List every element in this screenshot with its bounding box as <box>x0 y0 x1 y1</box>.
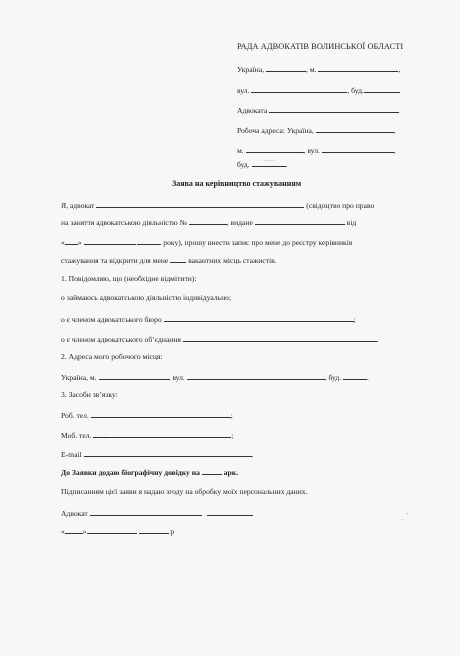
consent-line: Підписанням цієї заяви я надаю згоду на обробку моїх персональних даних. <box>61 487 308 496</box>
section-1-heading: 1. Повідомляю, що (необхідне відмітити): <box>61 274 197 283</box>
blank-work-phone[interactable] <box>91 409 231 418</box>
blank-email[interactable] <box>84 448 252 457</box>
option-individual[interactable]: о займаюсь адвокатською діяльністю індивідуально; <box>61 293 232 302</box>
blank-work-region[interactable] <box>316 124 394 133</box>
blank-month[interactable] <box>84 236 136 245</box>
email-line: E-mail . <box>61 450 254 459</box>
header-work-building-line: буд. . <box>237 160 288 169</box>
blank-association-name[interactable] <box>183 333 377 342</box>
blank-year[interactable] <box>137 236 161 245</box>
blank-workplace-city[interactable] <box>99 371 169 380</box>
date-line: « » р <box>61 527 175 536</box>
blank-city[interactable] <box>318 63 398 72</box>
blank-pages[interactable] <box>202 466 222 475</box>
blank-certificate-no[interactable] <box>189 216 227 225</box>
blank-region[interactable] <box>266 63 306 72</box>
work-phone-line: Роб. тел. ; <box>61 411 233 420</box>
mobile-phone-line: Моб. тел. ; <box>61 431 234 440</box>
section-2-heading: 2. Адреса мого робочого місця: <box>61 352 163 361</box>
blank-sign-year[interactable] <box>139 525 169 534</box>
blank-work-city[interactable] <box>246 144 304 153</box>
blank-bureau-name[interactable] <box>164 313 354 322</box>
blank-lawyer-name[interactable] <box>269 104 399 113</box>
blank-signature-name[interactable] <box>90 507 202 516</box>
blank-vacancies-count[interactable] <box>170 254 186 263</box>
signature-line: Адвокат <box>61 507 253 519</box>
blank-work-street[interactable] <box>322 144 394 153</box>
form-title: Заява на керівництво стажуванням <box>172 179 302 188</box>
blank-full-name[interactable] <box>96 199 304 208</box>
section-3-heading: 3. Засоби зв’язку: <box>61 390 118 399</box>
workplace-address-line: Україна, м. , вул. , буд. . <box>61 373 369 382</box>
option-association[interactable]: о є членом адвокатського об’єднання . <box>61 335 379 344</box>
blank-issued-by[interactable] <box>255 216 345 225</box>
blank-day[interactable] <box>65 236 78 245</box>
blank-mobile-phone[interactable] <box>93 429 231 438</box>
header-street-line: вул. , буд. <box>237 84 400 96</box>
blank-sign-month[interactable] <box>87 525 137 534</box>
header-lawyer-line: Адвоката <box>237 104 399 116</box>
blank-building[interactable] <box>364 84 400 93</box>
blank-sign-day[interactable] <box>65 525 83 534</box>
date-request-line: « » року), прошу внести запис про мене до реєстру керівників <box>61 238 353 247</box>
header-work-city-line: м. , вул. , <box>237 146 396 155</box>
vacancies-line: стажування та відкрити для мене вакантних місць стажистів. <box>61 256 277 265</box>
option-bureau[interactable]: о є членом адвокатського бюро ; <box>61 315 356 324</box>
attachment-line: До Заявки додаю біографічну довідку на арк. <box>61 468 238 477</box>
blank-street[interactable] <box>251 84 347 93</box>
header-work-address-line: Робоча адреса: Україна, , <box>237 126 396 135</box>
blank-workplace-building[interactable] <box>343 371 367 380</box>
blank-workplace-street[interactable] <box>187 371 325 380</box>
certificate-line: на заняття адвокатською діяльністю № , видане від <box>61 218 357 227</box>
council-name: РАДА АДВОКАТІВ ВОЛИНСЬКОЇ ОБЛАСТІ <box>237 42 404 51</box>
lawyer-line: Я, адвокат (свідоцтво про право <box>61 201 375 210</box>
header-country-line: Україна, , м. , <box>237 65 401 74</box>
blank-signature[interactable] <box>207 507 253 516</box>
